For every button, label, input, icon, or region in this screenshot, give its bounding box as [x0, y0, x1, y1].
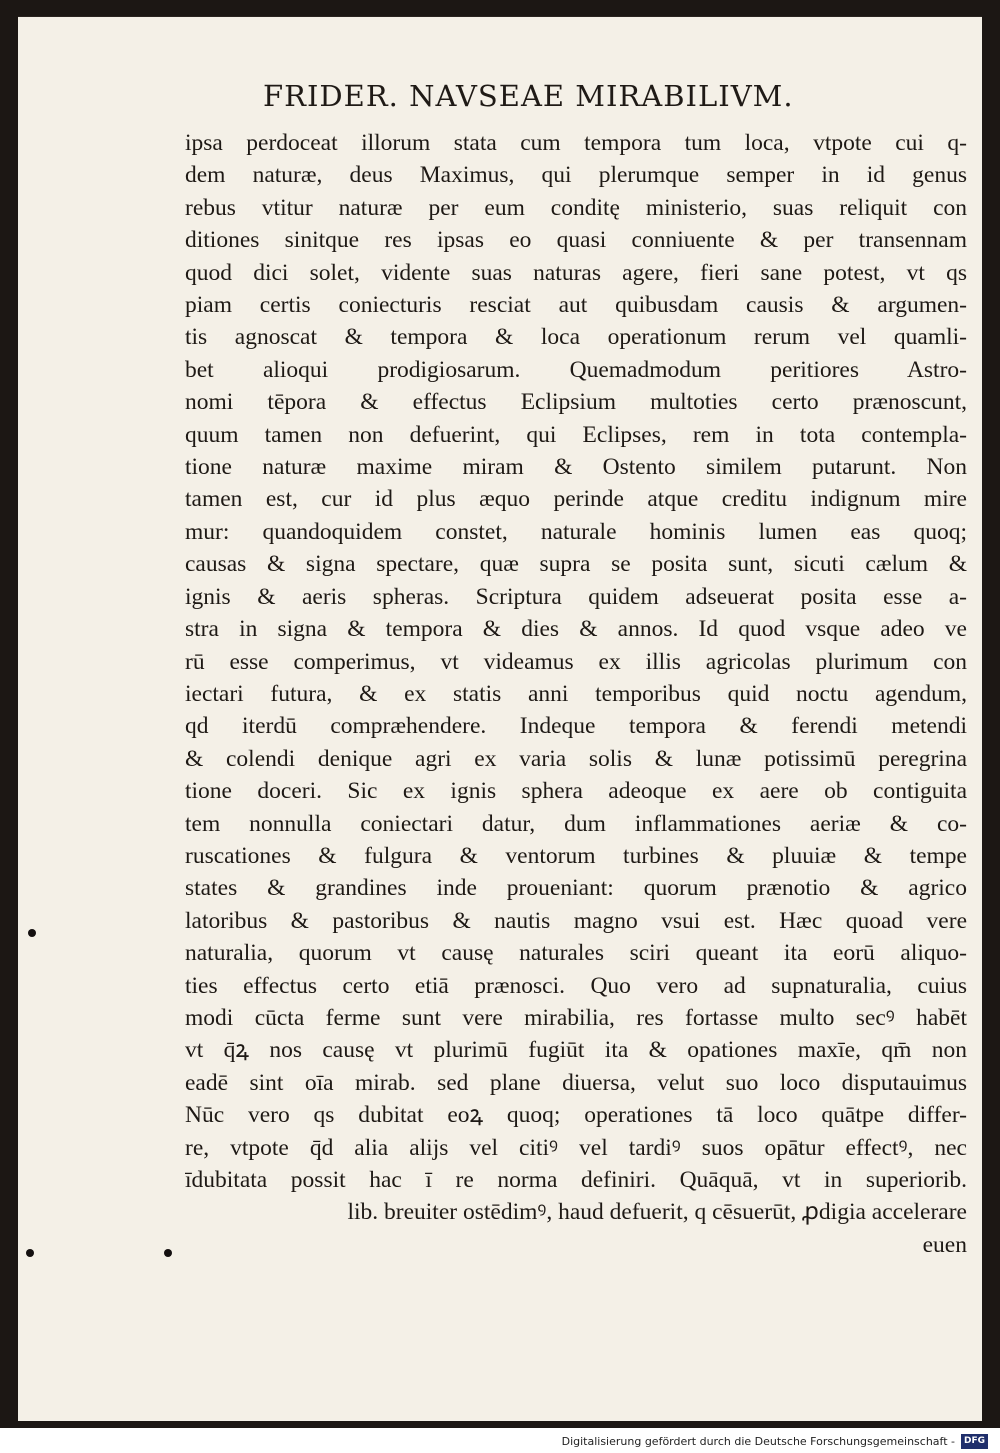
dfg-logo-icon: DFG: [961, 1434, 988, 1449]
text-line-32: re, vtpote q̄d alia alijs vel citiꝰ vel tardiꝰ suos opātur effectꝰ, nec: [185, 1134, 967, 1161]
text-line-27: ties effectus certo etiā prænosci. Quo vero ad supnaturalia, cuius: [185, 972, 967, 999]
text-line-10: quum tamen non defuerint, qui Eclipses, rem in tota contempla-: [185, 421, 967, 448]
text-line-20: & colendi denique agri ex varia solis & lunæ potissimū peregrina: [185, 745, 967, 772]
text-line-18: iectari futura, & ex statis anni temporibus quid noctu agendum,: [185, 680, 967, 707]
text-line-11: tione naturæ maxime miram & Ostento similem putarunt. Non: [185, 454, 967, 481]
text-line-28: modi cūcta ferme sunt vere mirabilia, res fortasse multo secꝰ habēt: [185, 1004, 967, 1031]
running-head: FRIDER. NAVSEAE MIRABILIVM.: [263, 79, 794, 113]
text-line-7: tis agnoscat & tempora & loca operationum rerum vel quamli-: [185, 324, 967, 351]
text-line-25: latoribus & pastoribus & nautis magno vsui est. Hæc quoad vere: [185, 907, 967, 934]
text-line-34: lib. breuiter ostēdimꝰ, haud defuerit, q cēsuerūt, ꝓdigia accelerare: [347, 1199, 967, 1226]
margin-dot: [28, 929, 36, 937]
text-line-24: states & grandines inde proueniant: quorum prænotio & agrico: [185, 875, 967, 902]
text-line-5: quod dici solet, vidente suas naturas agere, fieri sane potest, vt qs: [185, 259, 967, 286]
text-line-15: ignis & aeris spheras. Scriptura quidem adseuerat posita esse a-: [185, 583, 967, 610]
body-text: [185, 127, 967, 1261]
text-line-23: ruscationes & fulgura & ventorum turbines & pluuiæ & tempe: [185, 842, 967, 869]
digitization-credit: [562, 1432, 988, 1450]
text-line-31: Nūc vero qs dubitat eoꝝ quoq; operationes tā loco quātpe differ-: [185, 1102, 967, 1129]
text-line-19: qd iterdū compræhendere. Indeque tempora & ferendi metendi: [185, 713, 967, 740]
text-line-1: ipsa perdoceat illorum stata cum tempora tum loca, vtpote cui q-: [185, 130, 967, 156]
margin-dot: [164, 1249, 172, 1257]
text-line-2: dem naturæ, deus Maximus, qui plerumque semper in id genus: [185, 162, 967, 189]
text-line-26: naturalia, quorum vt causę naturales sciri queant ita eorū aliquo-: [185, 940, 967, 967]
margin-dot: [26, 1249, 34, 1257]
text-line-4: ditiones sinitque res ipsas eo quasi conniuente & per transennam: [185, 227, 967, 254]
text-line-12: tamen est, cur id plus æquo perinde atque creditu indignum mire: [185, 486, 967, 513]
text-line-13: mur: quandoquidem constet, naturale hominis lumen eas quoq;: [185, 518, 967, 545]
text-line-22: tem nonnulla coniectari datur, dum inflammationes aeriæ & co-: [185, 810, 967, 837]
text-line-14: causas & signa spectare, quæ supra se posita sunt, sicuti cælum &: [185, 551, 967, 578]
book-page: [18, 16, 982, 1421]
text-line-16: stra in signa & tempora & dies & annos. Id quod vsque adeo ve: [185, 616, 967, 643]
text-line-30: eadē sint oīa mirab. sed plane diuersa, velut suo loco disputauimus: [185, 1069, 967, 1096]
text-line-3: rebus vtitur naturæ per eum conditę ministerio, suas reliquit con: [185, 194, 967, 221]
text-line-29: vt q̄ꝝ nos causę vt plurimū fugiūt ita & opationes maxīe, qm̄ non: [185, 1037, 967, 1064]
text-line-9: nomi tēpora & effectus Eclipsium multoties certo prænoscunt,: [185, 389, 967, 416]
catchword: euen: [922, 1231, 967, 1258]
text-line-6: piam certis coniecturis resciat aut quibusdam causis & argumen-: [185, 292, 967, 319]
credit-text: Digitalisierung gefördert durch die Deutsche Forschungsgemeinschaft -: [561, 1434, 955, 1448]
text-line-17: rū esse comperimus, vt videamus ex illis agricolas plurimum con: [185, 648, 967, 675]
text-line-8: bet alioqui prodigiosarum. Quemadmodum peritiores Astro-: [185, 356, 967, 383]
text-line-21: tione doceri. Sic ex ignis sphera adeoque ex aere ob contiguita: [185, 778, 967, 805]
text-line-33: īdubitata possit hac ī re norma definiri. Quāquā, vt in superiorib.: [185, 1167, 967, 1193]
